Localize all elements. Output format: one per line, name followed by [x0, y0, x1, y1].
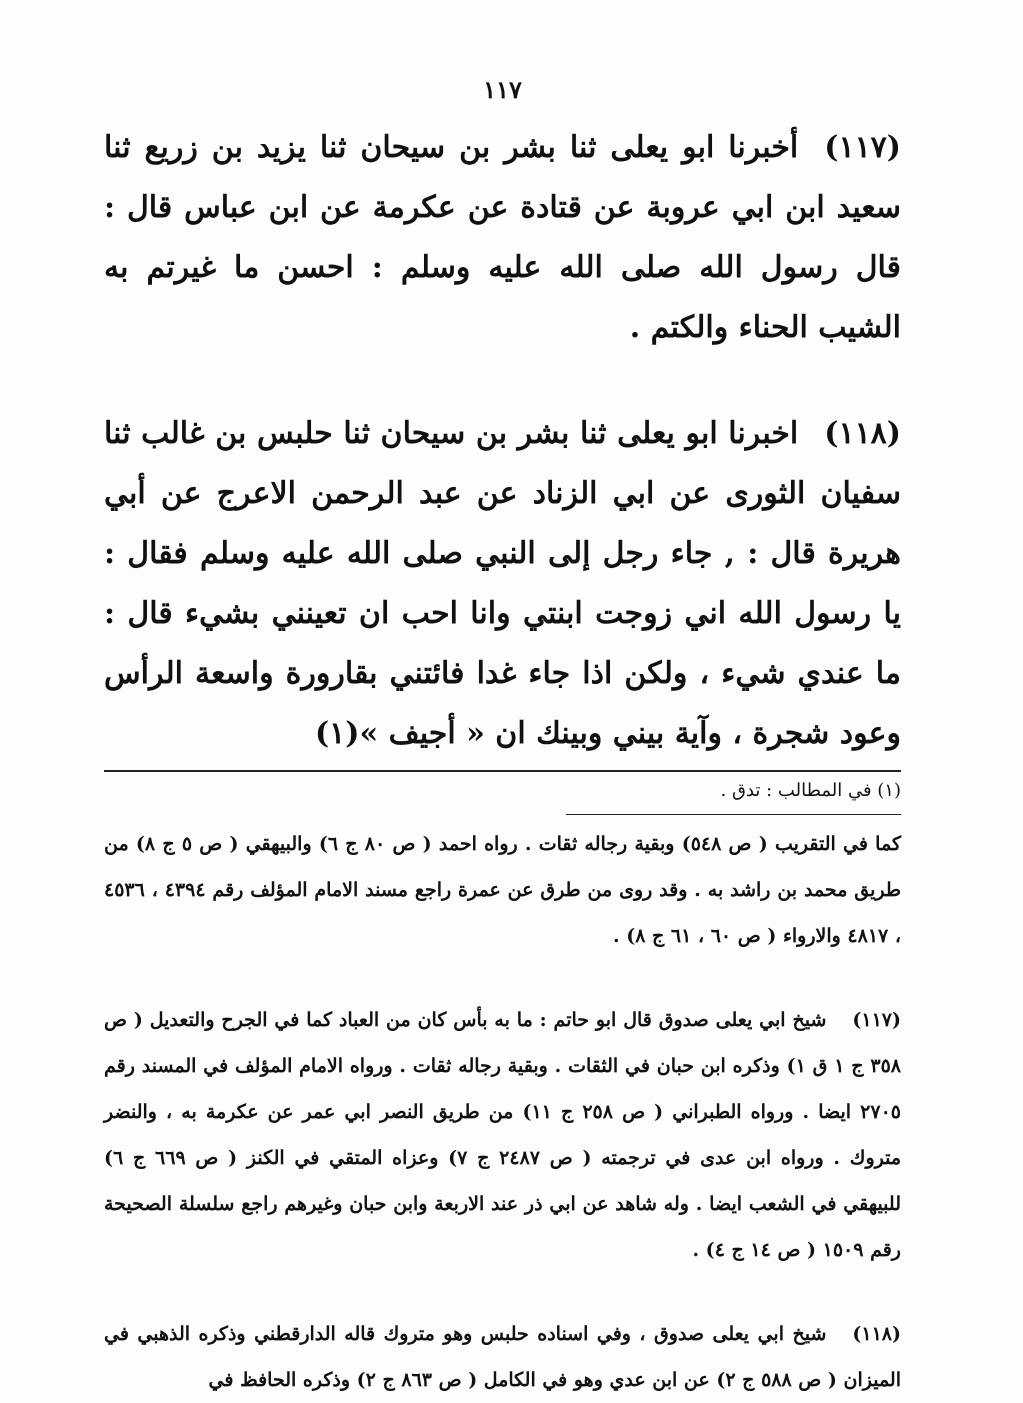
hadith-117	[104, 118, 901, 358]
commentary-divider	[566, 814, 901, 815]
commentary-text: شيخ ابي يعلى صدوق قال ابو حاتم : ما به بأس كان من العباد كما في الجرح والتعديل ( ص ٣٥٨ ج ١ ق ١) وذكره ابن حبان في الثقات . وبقية رجاله ثقات . ورواه الامام المؤلف في المسند رقم ٢٧٠٥ ايضا . ورواه الطبراني ( ص ٢٥٨ ج ١١) من طريق النصر ابي عمر عن عكرمة به ، والنضر متروك . ورواه ابن عدى في ترجمته ( ص ٢٤٨٧ ج ٧) وعزاه المتقي في الكنز ( ص ٦٦٩ ج ٦) للبيهقي في الشعب ايضا . وله شاهد عن ابي ذر عند الاربعة وابن حبان وغيرهم راجع سلسلة الصحيحة رقم ١٥٠٩ ( ص ١٤ ج ٤) .	[104, 1009, 902, 1261]
footnote-divider	[104, 770, 901, 772]
hadith-text: اخبرنا ابو يعلى ثنا بشر بن سيحان ثنا حلبس بن غالب ثنا سفيان الثورى عن ابي الزناد عن عبد الرحمن الاعرج عن أبي هريرة قال : , جاء رجل إلى النبي صلى الله عليه وسلم فقال : يا رسول الله اني زوجت ابنتي وانا احب ان تعينني بشيء قال : ما عندي شيء ، ولكن اذا جاء غدا فائتني بقارورة واسعة الرأس وعود شجرة ، وآية بيني وبينك ان « أجيف »(١)	[104, 416, 901, 751]
hadith-text: أخبرنا ابو يعلى ثنا بشر بن سيحان ثنا يزيد بن زريع ثنا سعيد ابن ابي عروبة عن قتادة عن عكرمة عن ابن عباس قال : قال رسول الله صلى الله عليه وسلم : احسن ما غيرتم به الشيب الحناء والكتم .	[104, 130, 901, 345]
commentary-text: كما في التقريب ( ص ٥٤٨) وبقية رجاله ثقات . رواه احمد ( ص ٨٠ ج ٦) والبيهقي ( ص ٥ ج ٨) من طريق محمد بن راشد به . وقد روى من طرق عن عمرة راجع مسند الامام المؤلف رقم ٤٣٩٤ ، ٤٥٣٦ ، ٤٨١٧ والارواء ( ص ٦٠ ، ٦١ ج ٨) .	[104, 833, 902, 947]
hadith-number: (١١٨)	[824, 416, 901, 451]
commentary-number: (١١٧)	[852, 1009, 901, 1031]
hadith-number: (١١٧)	[824, 130, 901, 165]
commentary-118	[104, 1311, 901, 1403]
commentary-number: (١١٨)	[852, 1323, 901, 1345]
commentary-117	[104, 997, 901, 1273]
hadith-118	[104, 404, 901, 764]
commentary-continuation	[104, 821, 901, 959]
footnote: (١) في المطالب : تدق .	[720, 780, 901, 801]
page-number: ١١٧	[483, 75, 522, 104]
commentary-text: شيخ ابي يعلى صدوق ، وفي اسناده حلبس وهو متروك قاله الدارقطني وذكره الذهبي في الميزان ( ص ٥٨٨ ج ٢) عن ابن عدي وهو في الكامل ( ص ٨٦٣ ج ٢) وذكره الحافظ في	[104, 1323, 901, 1391]
